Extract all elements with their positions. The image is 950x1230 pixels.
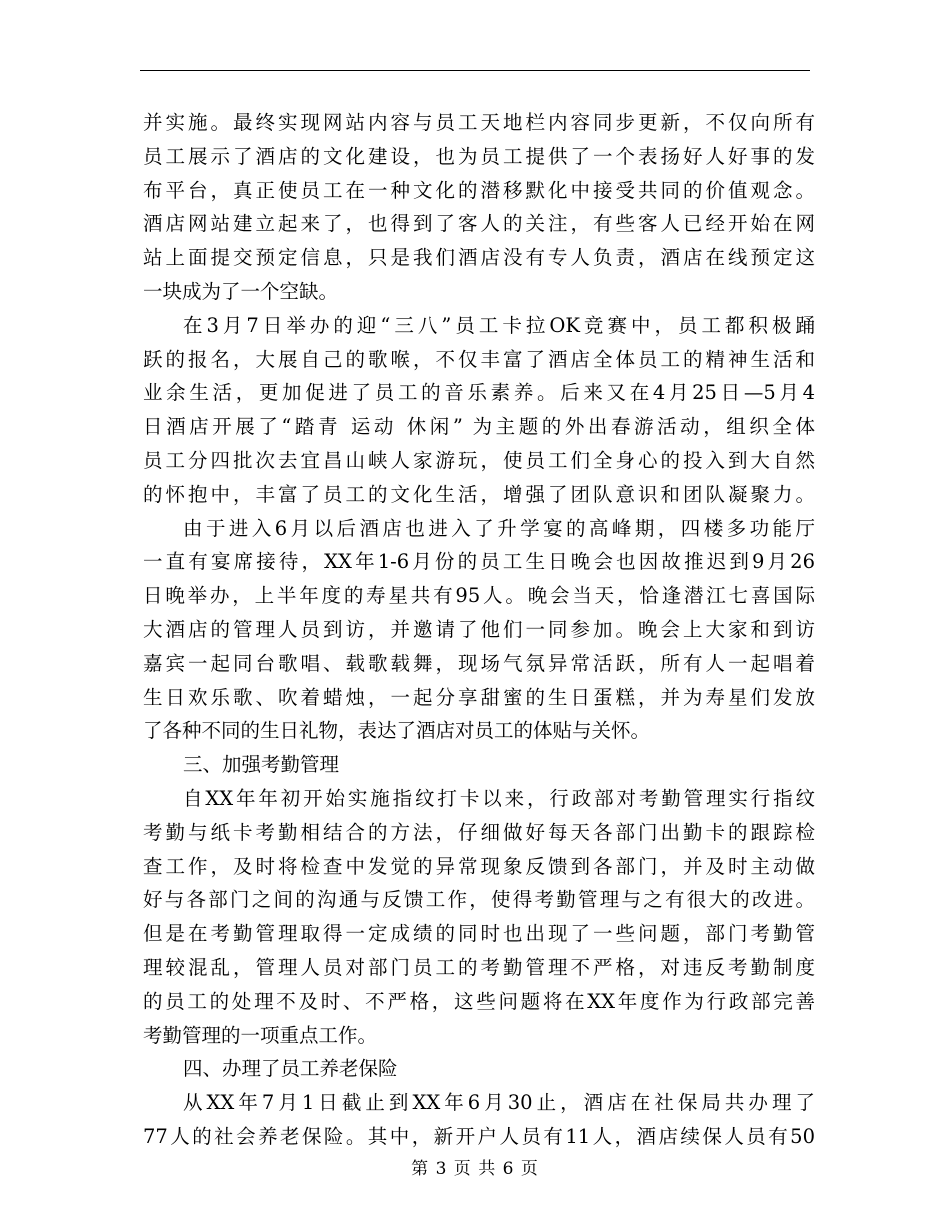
- text-line: 嘉宾一起同台歌唱、载歌载舞，现场气氛异常活跃，所有人一起唱着: [143, 651, 815, 675]
- text-line: 77人的社会养老保险。其中，新开户人员有11人，酒店续保人员有50: [143, 1124, 815, 1148]
- text-line: 三、加强考勤管理: [183, 753, 340, 777]
- text-line: 日晚举办，上半年度的寿星共有95人。晚会当天，恰逢潜江七喜国际: [143, 584, 815, 608]
- text-line: 四、办理了员工养老保险: [183, 1057, 398, 1081]
- text-line: 站上面提交预定信息，只是我们酒店没有专人负责，酒店在线预定这: [143, 246, 815, 270]
- text-line: 一直有宴席接待，XX年1-6月份的员工生日晚会也因故推迟到9月26: [143, 550, 815, 574]
- document-body: [143, 106, 815, 1154]
- text-line: 酒店网站建立起来了，也得到了客人的关注，有些客人已经开始在网: [143, 212, 815, 236]
- text-line: 员工分四批次去宜昌山峡人家游玩，使员工们全身心的投入到大自然: [143, 448, 815, 472]
- text-line: 员工展示了酒店的文化建设，也为员工提供了一个表扬好人好事的发: [143, 144, 815, 168]
- page-footer: 第 3 页 共 6 页: [411, 1159, 539, 1179]
- text-line: 理较混乱，管理人员对部门员工的考勤管理不严格，对违反考勤制度: [143, 955, 815, 979]
- text-line: 一块成为了一个空缺。: [143, 279, 339, 303]
- text-line: 跃的报名，大展自己的歌喉，不仅丰富了酒店全体员工的精神生活和: [143, 347, 815, 371]
- header-rule: [140, 70, 810, 71]
- text-line: 查工作，及时将检查中发觉的异常现象反馈到各部门，并及时主动做: [143, 854, 815, 878]
- text-line: 日酒店开展了“踏青 运动 休闲” 为主题的外出春游活动，组织全体: [143, 415, 815, 439]
- text-line: 考勤与纸卡考勤相结合的方法，仔细做好每天各部门出勤卡的跟踪检: [143, 820, 815, 844]
- text-line: 并实施。最终实现网站内容与员工天地栏内容同步更新，不仅向所有: [143, 111, 815, 134]
- text-line: 自XX年年初开始实施指纹打卡以来，行政部对考勤管理实行指纹: [183, 786, 815, 810]
- text-line: 好与各部门之间的沟通与反馈工作，使得考勤管理与之有很大的改进。: [143, 888, 815, 912]
- text-line: 业余生活，更加促进了员工的音乐素养。后来又在4月25日—5月4: [143, 381, 815, 405]
- text-line: 由于进入6月以后酒店也进入了升学宴的高峰期，四楼多功能厅: [183, 516, 815, 540]
- text-line: 从XX年7月1日截止到XX年6月30止，酒店在社保局共办理了: [183, 1091, 815, 1115]
- text-line: 布平台，真正使员工在一种文化的潜移默化中接受共同的价值观念。: [143, 178, 815, 202]
- text-line: 的怀抱中，丰富了员工的文化生活，增强了团队意识和团队凝聚力。: [143, 482, 815, 506]
- text-line: 但是在考勤管理取得一定成绩的同时也出现了一些问题，部门考勤管: [143, 922, 815, 946]
- text-line: 的员工的处理不及时、不严格，这些问题将在XX年度作为行政部完善: [143, 989, 815, 1013]
- text-line: 在3月7日举办的迎“三八”员工卡拉OK竞赛中，员工都积极踊: [183, 313, 815, 337]
- text-line: 大酒店的管理人员到访，并邀请了他们一同参加。晚会上大家和到访: [143, 617, 815, 641]
- text-line: 了各种不同的生日礼物，表达了酒店对员工的体贴与关怀。: [143, 719, 651, 743]
- text-line: 考勤管理的一项重点工作。: [143, 1023, 378, 1047]
- text-line: 生日欢乐歌、吹着蜡烛，一起分享甜蜜的生日蛋糕，并为寿星们发放: [143, 685, 815, 709]
